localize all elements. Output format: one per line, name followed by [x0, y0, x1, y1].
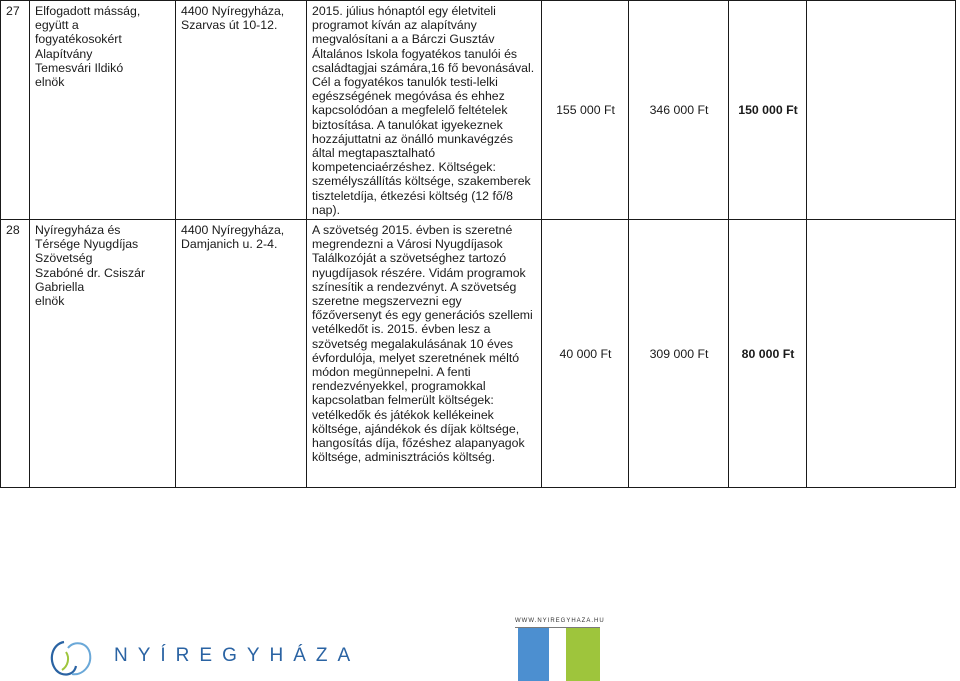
amount-cell-1: 40 000 Ft: [542, 220, 629, 488]
amount-cell-3: 80 000 Ft: [729, 220, 807, 488]
city-logo-icon: [44, 636, 100, 680]
city-logo-text: NYÍREGYHÁZA: [114, 645, 361, 666]
footer-url: WWW.NYIREGYHAZA.HU: [515, 618, 605, 624]
brand-bar-green: [566, 628, 600, 681]
organization-cell: Elfogadott másság, együtt a fogyatékosokért Alapítvány Temesvári Ildikó elnök: [30, 1, 176, 220]
table-row: [1, 220, 956, 488]
brand-bar-blue: [518, 628, 549, 681]
row-number: 28: [1, 220, 30, 488]
amount-cell-3: 150 000 Ft: [729, 1, 807, 220]
address-cell: 4400 Nyíregyháza, Damjanich u. 2-4.: [176, 220, 307, 488]
row-number: 27: [1, 1, 30, 220]
table-row: [1, 1, 956, 220]
amount-cell-2: 346 000 Ft: [629, 1, 729, 220]
description-cell: A szövetség 2015. évben is szeretné megrendezni a Városi Nyugdíjasok Találkozóját a szövetséghez tartozó nyugdíjasok részére. Vidám programok színesítik a rendezvényt. A szövetség szeretne megszervezni egy főzőversenyt és egy generációs szellemi vetélkedőt is. 2015. évben lesz a szövetség megalakulásának 10 éves évfordulója, melyet szeretnének méltó módon megünnepelni. A fenti rendezvényekkel, programokkal kapcsolatban felmerült költségek: vetélkedők és játékok kellékeinek költsége, ajándékok és díjak költsége, hangosítás díja, főzéshez alapanyagok költsége, adminisztrációs költség.: [307, 220, 542, 488]
organization-cell: Nyíregyháza és Térsége Nyugdíjas Szövetség Szabóné dr. Csiszár Gabriella elnök: [30, 220, 176, 488]
amount-cell-2: 309 000 Ft: [629, 220, 729, 488]
address-cell: 4400 Nyíregyháza, Szarvas út 10-12.: [176, 1, 307, 220]
description-cell: 2015. július hónaptól egy életviteli programot kíván az alapítvány megvalósítani a a Bárczi Gusztáv Általános Iskola fogyatékos tanulói és családtagjai számára,16 fő bevonásával. Cél a fogyatékos tanulók testi-lelki egészségének megóvása és ehhez kapcsolódóan a megfelelő feltételek biztosítása. A tanulókat igyekeznek hozzájuttatni az önálló munkavégzés által megtapasztalható kompetenciaérzéshez. Költségek: személyszállítás költsége, szakemberek tiszteletdíja, étkezési költség (12 fő/8 nap).: [307, 1, 542, 220]
empty-cell: [807, 220, 956, 488]
empty-cell: [807, 1, 956, 220]
amount-cell-1: 155 000 Ft: [542, 1, 629, 220]
